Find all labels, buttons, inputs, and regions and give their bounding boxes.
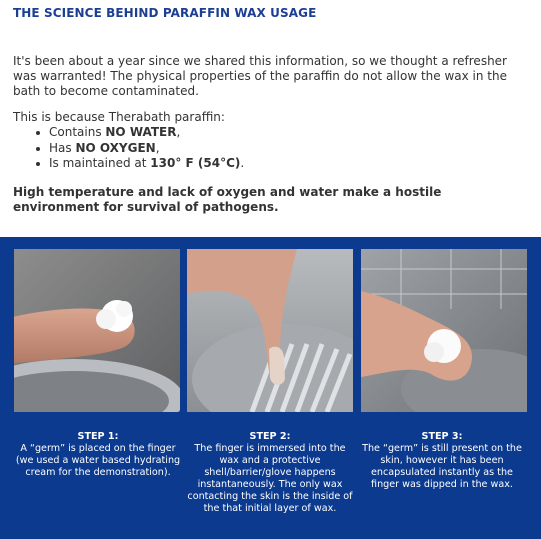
article-heading: THE SCIENCE BEHIND PARAFFIN WAX USAGE: [13, 6, 317, 20]
step-1-text: A “germ” is placed on the finger (we used a water based hydrating cream for the demonstration).: [15, 443, 181, 478]
step-2-text: The finger is immersed into the wax and a protective shell/barrier/glove happens instantaneously. The only wax contacting the skin is the inside of the that initial layer of wax.: [187, 443, 353, 514]
properties-list: [36, 125, 244, 172]
conclusion-paragraph: High temperature and lack of oxygen and water make a hostile environment for survival of pathogens.: [13, 185, 442, 214]
list-item-no-water: Contains NO WATER,: [36, 125, 244, 141]
step-3-title: STEP 3:: [421, 431, 463, 442]
list-item-no-oxygen: Has NO OXYGEN,: [36, 141, 244, 157]
step-1-photo: [14, 249, 180, 412]
step-2-photo: [187, 249, 353, 412]
because-paragraph: This is because Therabath paraffin:: [13, 110, 225, 124]
intro-paragraph: It's been about a year since we shared this information, so we thought a refresher was warranted! The physical properties of the paraffin do not allow the wax in the bath to become contaminated.: [13, 54, 507, 98]
step-2-title: STEP 2:: [249, 431, 291, 442]
step-1: [14, 431, 182, 479]
list-item-temperature: Is maintained at 130° F (54°C).: [36, 156, 244, 172]
step-3-photo: [361, 249, 527, 412]
step-3: [358, 431, 526, 491]
step-1-title: STEP 1:: [77, 431, 119, 442]
step-2: [186, 431, 354, 515]
step-3-text: The “germ” is still present on the skin, however it has been encapsulated instantly as the finger was dipped in the wax.: [362, 443, 522, 490]
